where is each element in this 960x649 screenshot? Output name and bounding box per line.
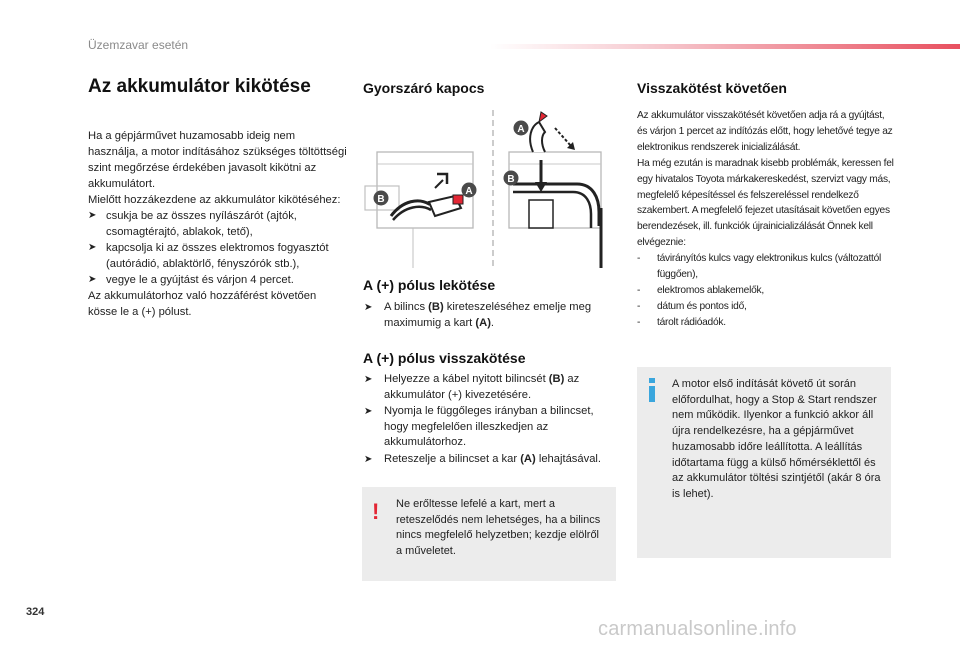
section1-title: Az akkumulátor kikötése: [88, 76, 311, 97]
list-item: ➤ A bilincs (B) kireteszeléséhez emelje meg maximumig a kart (A).: [364, 300, 616, 331]
section3-paragraph: Az akkumulátor visszakötését követően adja rá a gyújtást, és várjon 1 percet az indítózás előtt, hogy lehetővé tegye az elektronikus rendszerek inicializálását.: [637, 110, 893, 153]
info-icon: [647, 378, 657, 404]
section3-paragraph: Ha még ezután is maradnak kisebb problémák, keressen fel egy hivatalos Toyota márkakereskedést, szervizt vagy más, megfelelő képesítéssel és felszereléssel rendelkező szakembert. A megfelelő fejezet utasításait követően egyes berendezések, ill. funkciók újrainicializálását Önnek kell elvégeznie:: [637, 157, 894, 249]
section1-outro: Az akkumulátorhoz való hozzáférést követően kösse le a (+) pólust.: [88, 290, 317, 318]
arrow-bullet-icon: ➤: [364, 406, 373, 417]
info-box: [637, 367, 891, 558]
battery-right: [509, 112, 601, 268]
reconnect-title: A (+) pólus visszakötése: [363, 350, 526, 366]
arrow-bullet-icon: ➤: [364, 453, 373, 465]
arrow-bullet-icon: ➤: [88, 210, 97, 221]
section3-body: [637, 108, 895, 331]
disconnect-steps: [364, 300, 616, 332]
disconnect-title: A (+) pólus lekötése: [363, 277, 496, 293]
arrow-bullet-icon: ➤: [88, 242, 97, 253]
list-item: ➤ Reteszelje a bilincset a kar (A) lehajtásával.: [364, 452, 616, 468]
page-number: 324: [26, 606, 45, 618]
list-item: ➤ Helyezze a kábel nyitott bilincsét (B) az akkumulátor (+) kivezetésére.: [364, 372, 616, 403]
list-item: ➤ Nyomja le függőleges irányban a bilincset, hogy megfelelően illeszkedjen az akkumulátorhoz.: [364, 404, 616, 451]
list-item: - dátum és pontos idő,: [637, 300, 747, 312]
watermark: carmanualsonline.info: [598, 618, 797, 640]
warning-box: [362, 487, 616, 581]
section2-title: Gyorszáró kapocs: [363, 80, 485, 96]
chapter-header: Üzemzavar esetén: [88, 38, 189, 52]
list-item: - tárolt rádióadók.: [637, 316, 726, 328]
label-b-right: B: [507, 174, 515, 185]
battery-clamp-illustration: [363, 108, 619, 268]
exclamation-icon: !: [372, 499, 380, 524]
arrow-bullet-icon: ➤: [364, 302, 373, 313]
warning-text: Ne erőltesse lefelé a kart, mert a reteszelődés nem lehetséges, ha a bilincs nincs megfelelő helyzetben; kezdje elölről a műveletet.: [396, 498, 601, 557]
info-text: A motor első indítását követő út során előfordulhat, hogy a Stop & Start rendszer nem működik. Ilyenkor a funkció akkor áll újra rendelkezésre, ha a gépjárművet huzamosabb időre leállította. A leállítás időtartama függ a külső hőmérséklettől és az akkumulátor töltési szintjétől (akár 8 óra is lehet).: [672, 378, 881, 500]
label-a-right: A: [517, 124, 525, 135]
section1-before: Mielőtt hozzákezdene az akkumulátor kikötéséhez:: [88, 194, 341, 206]
battery-left: [365, 152, 473, 268]
arrow-bullet-icon: ➤: [88, 274, 97, 285]
header-accent-bar: [490, 44, 960, 49]
list-item: ➤ vegye le a gyújtást és várjon 4 percet.: [88, 274, 294, 286]
arrow-bullet-icon: ➤: [364, 374, 373, 385]
section1-intro: Ha a gépjárművet huzamosabb ideig nem használja, a motor indításához szükséges töltöttségi szint megőrzése érdekében javasolt kikötni az akkumulátort.: [88, 130, 347, 190]
list-item: ➤ csukja be az összes nyílászárót (ajtók, csomagtérajtó, ablakok, tető),: [88, 210, 297, 238]
section3-title: Visszakötést követően: [637, 80, 787, 96]
list-item: ➤ kapcsolja ki az összes elektromos fogyasztót (autórádió, ablaktörlő, fényszórók stb.),: [88, 242, 329, 270]
label-a-left: A: [465, 186, 473, 197]
list-item: - távirányítós kulcs vagy elektronikus kulcs (változattól függően),: [637, 253, 882, 281]
list-item: - elektromos ablakemelők,: [637, 284, 764, 296]
reconnect-steps: [364, 372, 616, 468]
label-b-left: B: [377, 194, 385, 205]
section1-body: [88, 128, 348, 320]
